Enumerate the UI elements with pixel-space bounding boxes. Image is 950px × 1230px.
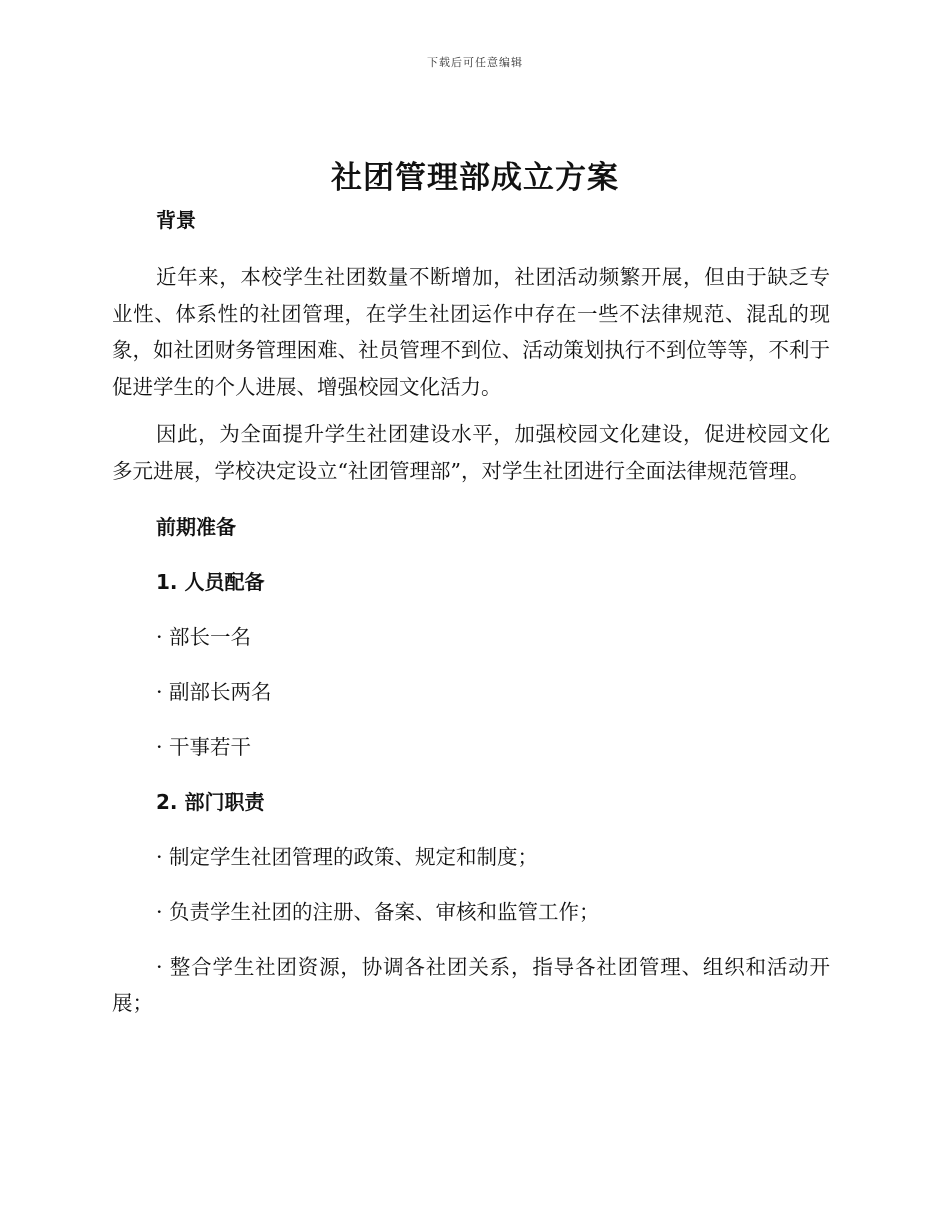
list-item: · 制定学生社团管理的政策、规定和制度；: [156, 845, 539, 869]
section-heading-preparation: 前期准备: [156, 515, 236, 539]
subsection-heading-duties: 2. 部门职责: [156, 790, 265, 814]
document-title: 社团管理部成立方案: [331, 160, 619, 196]
list-item: · 副部长两名: [156, 680, 272, 704]
list-item: · 干事若干: [156, 735, 252, 759]
subsection-heading-staffing: 1. 人员配备: [156, 570, 265, 594]
paragraph: 近年来，本校学生社团数量不断增加，社团活动频繁开展，但由于缺乏专业性、体系性的社团管理，在学生社团运作中存在一些不法律规范、混乱的现象，如社团财务管理困难、社员管理不到位、活动策划执行不到位等等，不利于促进学生的个人进展、增强校园文化活力。: [112, 265, 830, 399]
section-heading-background: 背景: [156, 208, 196, 232]
list-item: · 部长一名: [156, 625, 252, 649]
list-item: · 整合学生社团资源，协调各社团关系，指导各社团管理、组织和活动开展；: [112, 955, 830, 1015]
document-body: [112, 200, 830, 1021]
list-item: · 负责学生社团的注册、备案、审核和监管工作；: [156, 900, 600, 924]
page-header: 下载后可任意编辑: [427, 56, 523, 69]
paragraph: 因此，为全面提升学生社团建设水平，加强校园文化建设，促进校园文化多元进展，学校决定设立“社团管理部”，对学生社团进行全面法律规范管理。: [112, 422, 830, 483]
